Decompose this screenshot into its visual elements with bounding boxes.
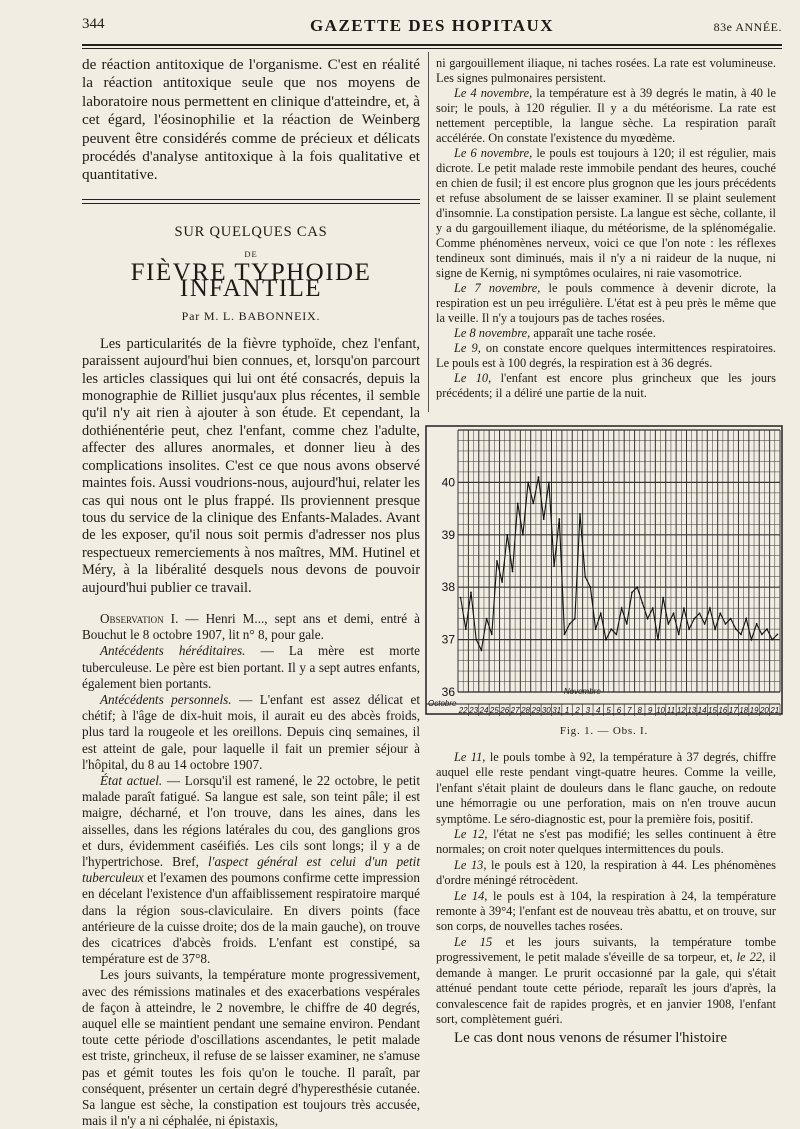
right-p6 bbox=[436, 341, 776, 371]
temperature-point bbox=[517, 502, 519, 504]
day-label: 20 bbox=[759, 706, 769, 715]
day-label: 4 bbox=[595, 706, 601, 715]
right-q4-text: le pouls est à 104, la respiration à 24, la température remonte à 39°4; l'enfant est de nouveau très abattu, et on trouve, sur son corps, de nouvelles taches rosées. bbox=[436, 888, 776, 934]
temperature-point bbox=[756, 623, 758, 625]
date-13: Le 13, bbox=[454, 857, 487, 872]
temperature-point bbox=[610, 628, 612, 630]
temperature-point bbox=[688, 628, 690, 630]
right-q5b-text: il demande à manger. Le prurit occasionné par la gale, qui s'était atténué pendant toute cette période, reparaît les jours d'après, la convalescence fait de rapides progrès, et en janvier 1908, l'enfant sort, complètement guéri. bbox=[436, 950, 776, 1026]
article-author: Par M. L. BABONNEIX. bbox=[181, 308, 321, 323]
temperature-point bbox=[491, 633, 493, 635]
temperature-point bbox=[506, 534, 508, 536]
temperature-point bbox=[683, 607, 685, 609]
date-nov9: Le 9, bbox=[454, 341, 481, 355]
temperature-point bbox=[771, 639, 773, 641]
hereditary-text: — La mère est morte tuberculeuse. Le père est bien portant. Il y a sept autres enfants, également bien portants. bbox=[82, 643, 421, 691]
temperature-point bbox=[621, 607, 623, 609]
y-tick-label: 40 bbox=[441, 475, 455, 490]
day-label: 5 bbox=[606, 706, 611, 715]
day-label: 6 bbox=[616, 706, 622, 715]
right-p1: ni gargouillement iliaque, ni taches rosées. La rate est volumineuse. Les signes pulmonaires persistent. bbox=[436, 56, 776, 85]
observation-label: Observation I. bbox=[100, 610, 179, 626]
right-p5 bbox=[436, 326, 776, 341]
etat-paragraph bbox=[82, 773, 420, 967]
etat-text-2: et l'examen des poumons confirme cette impression en décelant l'existence d'un affaiblissement respiratoire marqué dans la région sous-claviculaire. En divers points (face antérieure de la cuisse droite; dos de la main gauche), on trouve des cicatrices d'abcès froids. L'enfant est constipé, sa température est de 37°8. bbox=[82, 870, 420, 967]
temperature-point bbox=[714, 628, 716, 630]
temperature-point bbox=[532, 502, 534, 504]
temperature-point bbox=[475, 639, 477, 641]
temperature-point bbox=[647, 618, 649, 620]
temperature-point bbox=[673, 613, 675, 615]
temperature-point bbox=[460, 597, 462, 599]
date-nov7: Le 7 novembre, bbox=[454, 281, 541, 295]
temperature-point bbox=[662, 597, 664, 599]
date-nov8: Le 8 novembre, bbox=[454, 326, 531, 340]
temperature-point bbox=[470, 592, 472, 594]
article-intro: Les particularités de la fièvre typhoïde, chez l'enfant, paraissent aujourd'hui bien connues, et, lorsqu'on parcourt les articles classiques qui lui ont été consacrés, depuis la monographie de Rilliet jusqu'aux plus récentes, il semble qu'il n'y ait rien à ajouter à son étude. Et cependant, la dothiénentérie peut, chez l'enfant, comme chez l'adulte, affecter des allures anormales, et donner lieu à des complications insolites. C'est ce que nous avons observé maintes fois. Aussi voudrions-nous, aujourd'hui, relater les cas qui nous ont le plus frappé. Ils proviennent presque tous du service de la clinique des Enfants-Malades. Avant de les exposer, qu'il nous soit permis d'adresser nos plus respectueux remerciements à nos maîtres, MM. Hutinel et Méry, à la libéralité desquels nous devons de pouvoir aujourd'hui publier ce travail. bbox=[82, 335, 420, 596]
etat-italic: l'aspect général est celui d'un petit tuberculeux bbox=[82, 854, 421, 886]
page-number: 344 bbox=[82, 16, 105, 32]
temperature-point bbox=[538, 476, 540, 478]
right-column-bottom bbox=[436, 750, 776, 1047]
date-nov6: Le 6 novembre, bbox=[454, 146, 533, 160]
right-q1 bbox=[436, 750, 776, 827]
day-label: 24 bbox=[479, 706, 489, 715]
temperature-point bbox=[766, 628, 768, 630]
personal-label: Antécédents personnels. bbox=[100, 691, 232, 707]
header-rule-thin bbox=[82, 48, 782, 49]
right-p5-text: apparaît une tache rosée. bbox=[533, 326, 656, 340]
date-14: Le 14, bbox=[454, 888, 488, 903]
right-p7 bbox=[436, 371, 776, 401]
temperature-point bbox=[522, 534, 524, 536]
temperature-point bbox=[605, 639, 607, 641]
section-divider bbox=[82, 199, 420, 204]
temperature-point bbox=[584, 576, 586, 578]
day-label: 8 bbox=[637, 706, 643, 715]
month-label-novembre: Novembre bbox=[563, 687, 601, 696]
day-label: 11 bbox=[666, 706, 676, 715]
temperature-point bbox=[761, 633, 763, 635]
temperature-point bbox=[501, 581, 503, 583]
right-p6-text: on constate encore quelques intermittences respiratoires. Le pouls est à 100 degrés, la respiration est à 36 degrés. bbox=[436, 341, 776, 370]
temperature-point bbox=[595, 628, 597, 630]
temperature-point bbox=[704, 623, 706, 625]
day-label: 27 bbox=[510, 706, 520, 715]
day-label: 25 bbox=[489, 706, 499, 715]
page-header bbox=[82, 14, 782, 42]
day-label: 19 bbox=[749, 706, 759, 715]
article-title: FIÈVRE TYPHOIDE INFANTILE bbox=[130, 259, 372, 303]
right-p2 bbox=[436, 86, 776, 146]
day-label: 10 bbox=[656, 706, 666, 715]
temperature-point bbox=[667, 623, 669, 625]
observation-text: — Henri M..., sept ans et demi, entré à Bouchut le 8 octobre 1907, lit n° 8, pour gale. bbox=[82, 610, 420, 643]
header-rule bbox=[82, 44, 782, 46]
temperature-point bbox=[590, 586, 592, 588]
temperature-point bbox=[745, 618, 747, 620]
right-p3 bbox=[436, 146, 776, 281]
previous-article-end: de réaction antitoxique de l'organisme. C'est en réalité la réaction antitoxique seule que nos moyens de laboratoire nous permettent en clinique d'atteindre, et, à cet égard, l'éosinophilie et la réaction de Weinberg peuvent être considérés comme de précieux et délicats procédés d'analyse antitoxique à la fois qualitative et quantitative. bbox=[82, 56, 420, 184]
temperature-point bbox=[564, 633, 566, 635]
temperature-chart bbox=[424, 424, 784, 719]
temperature-point bbox=[569, 623, 571, 625]
day-label: 17 bbox=[728, 706, 738, 715]
hereditary-label: Antécédents héréditaires. bbox=[100, 643, 246, 659]
right-p3-text: le pouls est toujours à 120; il est régulier, mais dicrote. Le petit malade reste immobile pendant des heures, couché en chien de fusil; il est encore plus grognon que les jours précédents et refuse absolument de se laisser examiner. Il se plaint seulement d'insomnie. La constipation persiste. La langue est sèche, collante, il y a du gargouillement iliaque, du météorisme, de la splénomégalie. Comme phénomènes nerveux, voici ce que l'on note : les réflexes tendineux sont diminués, mais il n'y a ni raideur de la nuque, ni signe de Kernig, ni symptômes oculaires, ni raie vasomotrice. bbox=[436, 146, 776, 280]
temperature-point bbox=[548, 482, 550, 484]
temperature-point bbox=[678, 633, 680, 635]
temperature-point bbox=[725, 623, 727, 625]
day-label: 30 bbox=[541, 706, 551, 715]
day-label: 12 bbox=[676, 706, 686, 715]
date-11: Le 11, bbox=[454, 750, 486, 764]
right-q4 bbox=[436, 889, 776, 935]
article-de: DE bbox=[244, 249, 258, 260]
right-q5a-text: et les jours suivants, la température tombe progressivement, le petit malade s'éveille de sa torpeur, et, bbox=[436, 934, 776, 965]
temperature-chart-svg bbox=[424, 424, 784, 719]
day-label: 1 bbox=[564, 706, 570, 715]
day-label: 16 bbox=[718, 706, 728, 715]
hereditary-paragraph bbox=[82, 643, 420, 692]
date-nov10: Le 10, bbox=[454, 371, 492, 385]
temperature-point bbox=[740, 633, 742, 635]
day-label: 15 bbox=[708, 706, 717, 715]
day-label: 21 bbox=[770, 706, 780, 715]
temperature-point bbox=[657, 639, 659, 641]
temperature-point bbox=[553, 565, 555, 567]
right-column-top bbox=[436, 56, 776, 401]
day-label: 29 bbox=[531, 706, 541, 715]
temperature-point bbox=[543, 518, 545, 520]
temperature-point bbox=[496, 560, 498, 562]
right-p7-text: l'enfant est encore plus grincheux que les jours précédents; il a déliré une partie de la nuit. bbox=[436, 371, 776, 400]
day-label: 13 bbox=[687, 706, 697, 715]
day-label: 31 bbox=[552, 706, 562, 715]
temperature-point bbox=[751, 639, 753, 641]
year-label: 83e ANNÉE. bbox=[713, 20, 782, 34]
y-tick-label: 37 bbox=[441, 632, 455, 647]
day-label: 26 bbox=[500, 706, 510, 715]
temperature-point bbox=[558, 518, 560, 520]
personal-text: — L'enfant est assez délicat et chétif; à l'âge de dix-huit mois, il aurait eu des abcès froids, plus tard la rougeole et les oreillons. Depuis cinq semaines, il est atteint de gale, pour laquelle il fait un premier séjour à l'hôpital, du 8 au 14 octobre 1907. bbox=[82, 691, 420, 772]
right-q2-text: l'état ne s'est pas modifié; les selles continuent à être normales; on croit noter quelques intermittences du pouls. bbox=[436, 827, 776, 857]
right-q3-text: le pouls est à 120, la respiration à 44. Les phénomènes d'ordre méningé rétrocèdent. bbox=[436, 857, 776, 888]
article-supertitle: SUR QUELQUES CAS bbox=[174, 223, 328, 240]
temperature-point bbox=[699, 613, 701, 615]
temperature-point bbox=[636, 586, 638, 588]
temperature-point bbox=[626, 623, 628, 625]
temperature-point bbox=[730, 618, 732, 620]
day-label: 28 bbox=[521, 706, 530, 715]
temperature-point bbox=[574, 618, 576, 620]
right-q3 bbox=[436, 858, 776, 889]
right-last-line: Le cas dont nous venons de résumer l'histoire bbox=[454, 1030, 728, 1047]
column-separator bbox=[428, 52, 429, 412]
temperature-point bbox=[693, 618, 695, 620]
temperature-point bbox=[527, 482, 529, 484]
day-label: 9 bbox=[647, 706, 653, 715]
figure-caption: Fig. 1. — Obs. I. bbox=[559, 725, 649, 737]
right-p4 bbox=[436, 281, 776, 326]
personal-paragraph bbox=[82, 692, 420, 773]
y-tick-label: 36 bbox=[441, 685, 455, 699]
right-q2 bbox=[436, 827, 776, 858]
date-nov4: Le 4 novembre, bbox=[454, 86, 533, 100]
day-label: 2 bbox=[575, 706, 580, 715]
temperature-point bbox=[465, 628, 467, 630]
day-label: 14 bbox=[697, 706, 707, 715]
temperature-point bbox=[631, 592, 633, 594]
following-days-paragraph: Les jours suivants, la température monte progressivement, avec des rémissions matinales et des exacerbations vespérales de façon à atteindre, le 2 novembre, le chiffre de 40 degrés, auquel elle se maintient pendant une semaine environ. Pendant toute cette période d'oscillations ascendantes, le petit malade est triste, grincheux, il refuse de se laisser examiner, ne s'amuse pas et gémit toutes les fois qu'on le touche. Il paraît, par conséquent, présenter un certain degré d'hyperesthésie cutanée. Sa langue est sèche, la constipation est toujours très accusée, mais il n'y a ni céphalée, ni épistaxis, bbox=[82, 967, 420, 1129]
temperature-point bbox=[709, 607, 711, 609]
right-q1-text: le pouls tombe à 92, la température à 37 degrés, chiffre auquel elle reste pendant vingt-quatre heures. Comme la veille, l'enfant s'était plaint de douleurs dans le flanc gauche, on redoute une hémorragie ou une perforation, mais on n'en trouve aucun symptôme. Le séro-diagnostic est, pour la première fois, positif. bbox=[436, 750, 776, 826]
temperature-point bbox=[512, 571, 514, 573]
temperature-point bbox=[641, 602, 643, 604]
temperature-point bbox=[616, 633, 618, 635]
month-label-octobre: Octobre bbox=[428, 699, 457, 708]
day-label: 23 bbox=[469, 706, 479, 715]
date-15: Le 15 bbox=[454, 934, 493, 949]
y-tick-label: 39 bbox=[441, 527, 455, 542]
observation-paragraph bbox=[82, 611, 420, 643]
day-label: 7 bbox=[627, 706, 632, 715]
temperature-point bbox=[719, 613, 721, 615]
y-tick-label: 38 bbox=[441, 580, 455, 595]
date-12: Le 12, bbox=[454, 827, 488, 842]
date-22: le 22, bbox=[736, 950, 766, 965]
day-label: 18 bbox=[739, 706, 749, 715]
journal-title: GAZETTE DES HOPITAUX bbox=[309, 16, 555, 35]
right-p2-text: la température est à 39 degrés le matin, à 40 le soir; le pouls, à 120 régulier. Il y a du météorisme. La rate est nettement perceptible, la langue sèche. La respiration paraît accélérée. On constate l'existence du myœdème. bbox=[436, 86, 776, 145]
right-q5 bbox=[436, 935, 776, 1027]
temperature-point bbox=[486, 618, 488, 620]
temperature-point bbox=[652, 607, 654, 609]
day-label: 22 bbox=[458, 706, 468, 715]
etat-text-1: — Lorsqu'il est ramené, le 22 octobre, le petit malade paraît fatigué. Sa langue est sale, son teint pâle; il est maigre, décharné, et l'on trouve, dans les aines, dans les aisselles, dans les régions latérales du cou, des ganglions gros et durs, évidemment caséifiés. Les cils sont longs; il y a de l'hypertrichose. Bref, bbox=[82, 772, 420, 869]
day-label: 3 bbox=[585, 706, 591, 715]
temperature-point bbox=[600, 613, 602, 615]
temperature-point bbox=[480, 649, 482, 651]
temperature-point bbox=[777, 633, 779, 635]
left-column bbox=[82, 56, 420, 1129]
temperature-point bbox=[735, 628, 737, 630]
etat-label: État actuel. bbox=[100, 772, 163, 788]
temperature-point bbox=[579, 513, 581, 515]
right-p4-text: le pouls commence à devenir dicrote, la respiration est un peu irrégulière. L'état est à peu près le même que la veille. Il n'y a toujours pas de taches rosées. bbox=[436, 281, 776, 325]
